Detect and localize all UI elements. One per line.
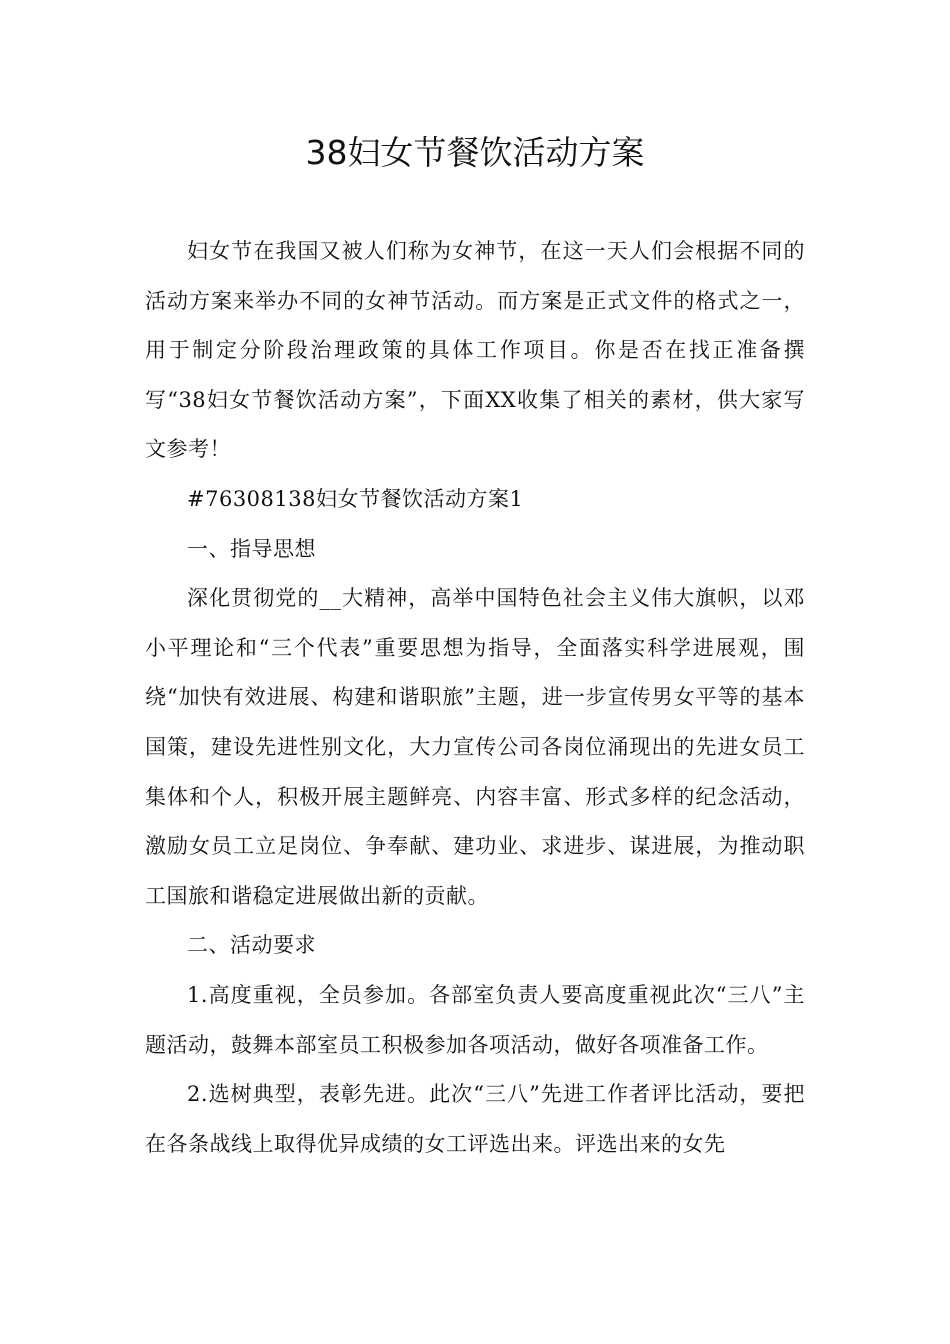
heading-activity-requirements: 二、活动要求	[187, 933, 316, 958]
document-body	[145, 227, 805, 1169]
intro-paragraph: 妇女节在我国又被人们称为女神节，在这一天人们会根据不同的活动方案来举办不同的女神节活动。而方案是正式文件的格式之一，用于制定分阶段治理政策的具体工作项目。你是否在找正准备撰写“38妇女节餐饮活动方案”，下面XX收集了相关的素材，供大家写文参考！	[145, 239, 805, 462]
requirement-item-2: 2.选树典型，表彰先进。此次“三八”先进工作者评比活动，要把在各条战线上取得优异成绩的女工评选出来。评选出来的女先	[145, 1082, 805, 1156]
document-title: 38妇女节餐饮活动方案	[305, 133, 645, 172]
heading-guiding-ideology: 一、指导思想	[187, 536, 316, 561]
requirement-item-1: 1.高度重视，全员参加。各部室负责人要高度重视此次“三八”主题活动，鼓舞本部室员工积极参加各项活动，做好各项准备工作。	[145, 982, 805, 1057]
section-title: #76308138妇女节餐饮活动方案1	[187, 486, 524, 511]
guiding-ideology-paragraph: 深化贯彻党的__大精神，高举中国特色社会主义伟大旗帜，以邓小平理论和“三个代表”重要思想为指导，全面落实科学进展观，围绕“加快有效进展、构建和谐职旅”主题，进一步宣传男女平等的基本国策，建设先进性别文化，大力宣传公司各岗位涌现出的先进女员工集体和个人，积极开展主题鲜亮、内容丰富、形式多样的纪念活动，激励女员工立足岗位、争奉献、建功业、求进步、谋进展，为推动职工国旅和谐稳定进展做出新的贡献。	[145, 586, 805, 908]
